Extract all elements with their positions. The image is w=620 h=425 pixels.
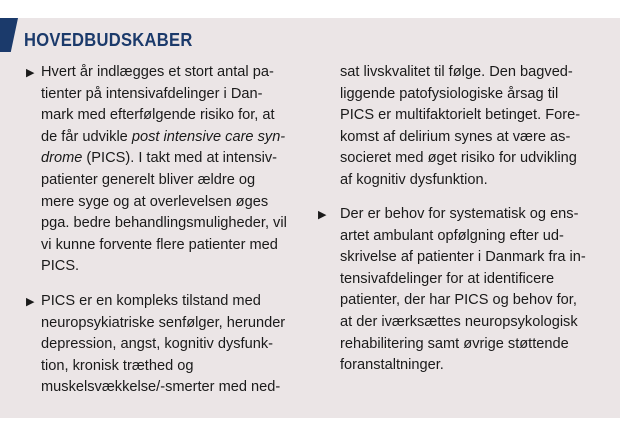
text-line [41, 335, 273, 353]
text-line [41, 214, 287, 232]
text-line [41, 236, 278, 254]
text-line [340, 291, 577, 309]
text-segment: tensivafdelinger for at identificere [340, 270, 555, 287]
text-line [41, 292, 261, 310]
text-segment: tienter på intensivafdelinger i Dan- [41, 85, 263, 102]
text-segment: patienter generelt bliver ældre og [41, 172, 256, 188]
text-segment: liggende patofysiologiske årsag til [340, 85, 559, 102]
text-line [340, 63, 573, 81]
text-segment: af kognitiv dysfunktion. [340, 172, 488, 188]
text-line [340, 149, 577, 167]
text-segment: Der er behov for systematisk og ens- [340, 206, 579, 222]
text-segment: neuropsykiatriske senfølger, herunder [41, 314, 286, 331]
text-segment: pga. bedre behandlingsmuligheder, vil [41, 215, 287, 232]
text-segment: mark med efterfølgende risiko for, at [41, 107, 275, 124]
text-segment: depression, angst, kognitiv dysfunk- [41, 336, 274, 353]
bullet-icon: ▶ [318, 209, 327, 221]
text-segment: (PICS). I takt med at intensiv- [82, 150, 278, 167]
text-line [41, 257, 79, 275]
text-line [340, 85, 558, 103]
text-line [340, 335, 569, 353]
text-line [41, 378, 280, 396]
text-segment: foranstaltninger. [340, 357, 444, 374]
text-segment: artet ambulant opfølgning efter ud- [340, 227, 564, 244]
text-line [340, 171, 488, 189]
text-line [340, 313, 578, 331]
box-title: HOVEDBUDSKABER [24, 30, 193, 50]
text-segment: socieret med øget risiko for udvikling [340, 150, 577, 167]
text-segment: Hvert år indlægges et stort antal pa- [41, 64, 274, 80]
italic-term: post intensive care syn- [131, 128, 286, 145]
text-line [340, 227, 564, 245]
text-segment: PICS er en kompleks tilstand med [41, 293, 261, 309]
text-segment: mere syge og at overlevelsen øges [41, 193, 269, 210]
text-line [340, 248, 586, 266]
text-line [41, 314, 285, 332]
text-segment: vi kunne forvente flere patienter med [41, 236, 278, 253]
bullet-icon: ▶ [26, 67, 35, 79]
text-segment: muskelsvækkelse/-smerter med ned- [41, 379, 281, 396]
text-line [340, 270, 554, 288]
text-segment: PICS. [41, 258, 80, 275]
text-line [340, 106, 580, 124]
italic-term: drome [41, 150, 83, 167]
text-segment: sat livskvalitet til følge. Den bagved- [340, 64, 573, 80]
text-line [340, 205, 578, 223]
text-line [41, 85, 262, 103]
text-line [41, 106, 275, 124]
text-line [41, 357, 194, 375]
bullet-icon: ▶ [26, 296, 35, 308]
text-segment: skrivelse af patienter i Danmark fra in- [340, 249, 586, 266]
text-line [41, 193, 268, 211]
text-segment: PICS er multifaktorielt betinget. Fore- [340, 107, 581, 124]
text-segment: rehabilitering samt øvrige støttende [340, 335, 569, 352]
text-segment: patienter, der har PICS og behov for, [340, 292, 577, 309]
text-segment: tion, kronisk træthed og [41, 357, 194, 374]
text-line [340, 356, 444, 374]
text-line [340, 128, 570, 146]
text-line [41, 128, 285, 146]
text-segment: at der iværksættes neuropsykologisk [340, 314, 578, 330]
text-line [41, 149, 277, 167]
text-line [41, 63, 274, 81]
text-segment: de får udvikle [41, 128, 132, 145]
text-segment: komst af delirium synes at være as- [340, 128, 571, 145]
text-line [41, 171, 255, 189]
